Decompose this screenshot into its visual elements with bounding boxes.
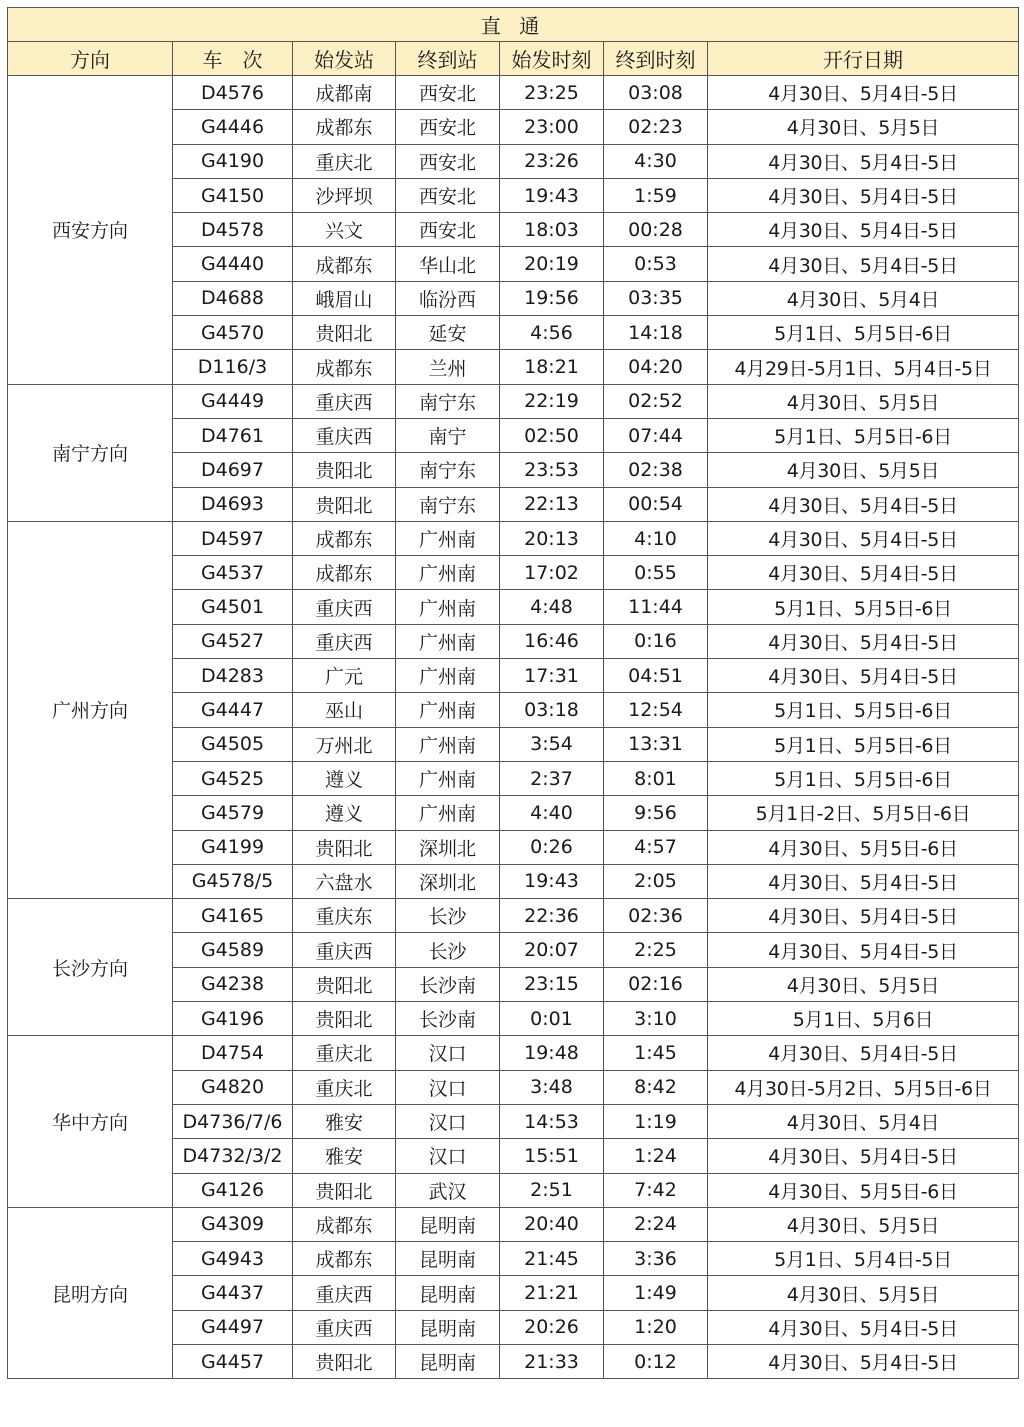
departure-time-cell: 23:25: [500, 76, 604, 110]
train-number-cell: G4527: [173, 624, 293, 658]
header-train-number: 车 次: [173, 42, 293, 76]
terminal-station-cell: 长沙南: [396, 967, 500, 1001]
terminal-station-cell: 南宁: [396, 418, 500, 452]
departure-time-cell: 19:48: [500, 1036, 604, 1070]
terminal-station-cell: 西安北: [396, 213, 500, 247]
table-row: [8, 1207, 1019, 1241]
departure-time-cell: 23:26: [500, 144, 604, 178]
train-number-cell: D4736/7/6: [173, 1104, 293, 1138]
terminal-station-cell: 兰州: [396, 350, 500, 384]
departure-time-cell: 4:40: [500, 796, 604, 830]
arrival-time-cell: 00:54: [604, 487, 708, 521]
train-number-cell: D4732/3/2: [173, 1139, 293, 1173]
departure-time-cell: 21:21: [500, 1276, 604, 1310]
train-number-cell: G4238: [173, 967, 293, 1001]
direction-cell: 昆明方向: [8, 1207, 173, 1378]
header-arrival-time: 终到时刻: [604, 42, 708, 76]
departure-time-cell: 17:31: [500, 659, 604, 693]
train-number-cell: D4754: [173, 1036, 293, 1070]
origin-station-cell: 重庆西: [293, 933, 396, 967]
operating-dates-cell: 4月30日、5月5日: [708, 110, 1019, 144]
column-header-row: [8, 42, 1019, 76]
arrival-time-cell: 1:24: [604, 1139, 708, 1173]
train-number-cell: D4693: [173, 487, 293, 521]
arrival-time-cell: 1:20: [604, 1310, 708, 1344]
table-body: [8, 76, 1019, 1379]
origin-station-cell: 贵阳北: [293, 1002, 396, 1036]
origin-station-cell: 万州北: [293, 727, 396, 761]
terminal-station-cell: 南宁东: [396, 384, 500, 418]
arrival-time-cell: 14:18: [604, 316, 708, 350]
terminal-station-cell: 西安北: [396, 76, 500, 110]
departure-time-cell: 19:43: [500, 864, 604, 898]
terminal-station-cell: 武汉: [396, 1173, 500, 1207]
operating-dates-cell: 4月30日、5月4日-5日: [708, 521, 1019, 555]
terminal-station-cell: 汉口: [396, 1139, 500, 1173]
arrival-time-cell: 4:57: [604, 830, 708, 864]
operating-dates-cell: 4月30日、5月4日-5日: [708, 76, 1019, 110]
departure-time-cell: 16:46: [500, 624, 604, 658]
origin-station-cell: 遵义: [293, 796, 396, 830]
departure-time-cell: 0:01: [500, 1002, 604, 1036]
arrival-time-cell: 2:24: [604, 1207, 708, 1241]
origin-station-cell: 重庆北: [293, 144, 396, 178]
arrival-time-cell: 7:42: [604, 1173, 708, 1207]
terminal-station-cell: 广州南: [396, 556, 500, 590]
train-number-cell: D116/3: [173, 350, 293, 384]
operating-dates-cell: 4月30日、5月4日-5日: [708, 213, 1019, 247]
origin-station-cell: 遵义: [293, 761, 396, 795]
operating-dates-cell: 4月30日、5月5日: [708, 453, 1019, 487]
departure-time-cell: 14:53: [500, 1104, 604, 1138]
terminal-station-cell: 昆明南: [396, 1207, 500, 1241]
header-operating-dates: 开行日期: [708, 42, 1019, 76]
arrival-time-cell: 0:12: [604, 1344, 708, 1378]
departure-time-cell: 15:51: [500, 1139, 604, 1173]
arrival-time-cell: 03:08: [604, 76, 708, 110]
train-number-cell: G4579: [173, 796, 293, 830]
header-direction: 方向: [8, 42, 173, 76]
train-number-cell: D4688: [173, 281, 293, 315]
train-number-cell: D4578: [173, 213, 293, 247]
operating-dates-cell: 4月30日、5月5日-6日: [708, 830, 1019, 864]
operating-dates-cell: 4月30日、5月4日-5日: [708, 864, 1019, 898]
direction-cell: 西安方向: [8, 76, 173, 385]
train-number-cell: G4437: [173, 1276, 293, 1310]
departure-time-cell: 20:13: [500, 521, 604, 555]
arrival-time-cell: 2:25: [604, 933, 708, 967]
departure-time-cell: 3:54: [500, 727, 604, 761]
operating-dates-cell: 4月30日、5月4日: [708, 1104, 1019, 1138]
operating-dates-cell: 5月1日、5月5日-6日: [708, 727, 1019, 761]
terminal-station-cell: 西安北: [396, 110, 500, 144]
operating-dates-cell: 4月30日-5月2日、5月5日-6日: [708, 1070, 1019, 1104]
departure-time-cell: 22:36: [500, 899, 604, 933]
terminal-station-cell: 深圳北: [396, 864, 500, 898]
train-number-cell: D4697: [173, 453, 293, 487]
operating-dates-cell: 4月30日、5月4日-5日: [708, 933, 1019, 967]
origin-station-cell: 贵阳北: [293, 830, 396, 864]
arrival-time-cell: 02:38: [604, 453, 708, 487]
operating-dates-cell: 5月1日、5月5日-6日: [708, 418, 1019, 452]
operating-dates-cell: 5月1日、5月5日-6日: [708, 590, 1019, 624]
origin-station-cell: 成都南: [293, 76, 396, 110]
operating-dates-cell: 4月30日、5月5日: [708, 1276, 1019, 1310]
terminal-station-cell: 广州南: [396, 693, 500, 727]
train-number-cell: D4576: [173, 76, 293, 110]
origin-station-cell: 贵阳北: [293, 316, 396, 350]
operating-dates-cell: 5月1日、5月4日-5日: [708, 1242, 1019, 1276]
table-title: 直 通: [8, 8, 1019, 42]
train-number-cell: G4126: [173, 1173, 293, 1207]
origin-station-cell: 重庆西: [293, 1310, 396, 1344]
arrival-time-cell: 1:19: [604, 1104, 708, 1138]
terminal-station-cell: 南宁东: [396, 453, 500, 487]
departure-time-cell: 4:48: [500, 590, 604, 624]
arrival-time-cell: 12:54: [604, 693, 708, 727]
train-number-cell: D4761: [173, 418, 293, 452]
operating-dates-cell: 4月30日、5月4日: [708, 281, 1019, 315]
arrival-time-cell: 1:49: [604, 1276, 708, 1310]
departure-time-cell: 17:02: [500, 556, 604, 590]
table-row: [8, 899, 1019, 933]
origin-station-cell: 重庆西: [293, 1276, 396, 1310]
origin-station-cell: 贵阳北: [293, 1344, 396, 1378]
train-number-cell: G4578/5: [173, 864, 293, 898]
origin-station-cell: 成都东: [293, 1207, 396, 1241]
table-row: [8, 384, 1019, 418]
terminal-station-cell: 西安北: [396, 144, 500, 178]
terminal-station-cell: 南宁东: [396, 487, 500, 521]
origin-station-cell: 重庆东: [293, 899, 396, 933]
origin-station-cell: 雅安: [293, 1139, 396, 1173]
terminal-station-cell: 昆明南: [396, 1344, 500, 1378]
operating-dates-cell: 4月30日、5月5日: [708, 1207, 1019, 1241]
direction-cell: 长沙方向: [8, 899, 173, 1036]
terminal-station-cell: 长沙: [396, 899, 500, 933]
arrival-time-cell: 02:16: [604, 967, 708, 1001]
terminal-station-cell: 汉口: [396, 1070, 500, 1104]
departure-time-cell: 03:18: [500, 693, 604, 727]
departure-time-cell: 18:03: [500, 213, 604, 247]
origin-station-cell: 成都东: [293, 521, 396, 555]
origin-station-cell: 峨眉山: [293, 281, 396, 315]
operating-dates-cell: 5月1日、5月5日-6日: [708, 693, 1019, 727]
operating-dates-cell: 4月30日、5月5日: [708, 384, 1019, 418]
table-row: [8, 1036, 1019, 1070]
origin-station-cell: 成都东: [293, 247, 396, 281]
arrival-time-cell: 11:44: [604, 590, 708, 624]
train-number-cell: G4505: [173, 727, 293, 761]
departure-time-cell: 20:19: [500, 247, 604, 281]
train-number-cell: G4820: [173, 1070, 293, 1104]
direct-train-table: [7, 7, 1019, 1379]
arrival-time-cell: 3:10: [604, 1002, 708, 1036]
operating-dates-cell: 4月30日、5月4日-5日: [708, 178, 1019, 212]
train-number-cell: G4501: [173, 590, 293, 624]
departure-time-cell: 19:43: [500, 178, 604, 212]
train-number-cell: G4190: [173, 144, 293, 178]
departure-time-cell: 23:00: [500, 110, 604, 144]
arrival-time-cell: 3:36: [604, 1242, 708, 1276]
direction-cell: 华中方向: [8, 1036, 173, 1207]
arrival-time-cell: 03:35: [604, 281, 708, 315]
table-row: [8, 521, 1019, 555]
train-number-cell: G4446: [173, 110, 293, 144]
origin-station-cell: 重庆西: [293, 418, 396, 452]
arrival-time-cell: 07:44: [604, 418, 708, 452]
departure-time-cell: 23:15: [500, 967, 604, 1001]
operating-dates-cell: 4月30日、5月4日-5日: [708, 487, 1019, 521]
departure-time-cell: 2:37: [500, 761, 604, 795]
origin-station-cell: 成都东: [293, 556, 396, 590]
arrival-time-cell: 0:53: [604, 247, 708, 281]
terminal-station-cell: 长沙南: [396, 1002, 500, 1036]
operating-dates-cell: 4月30日、5月4日-5日: [708, 556, 1019, 590]
arrival-time-cell: 1:59: [604, 178, 708, 212]
origin-station-cell: 重庆西: [293, 384, 396, 418]
operating-dates-cell: 5月1日、5月5日-6日: [708, 761, 1019, 795]
train-number-cell: G4497: [173, 1310, 293, 1344]
departure-time-cell: 0:26: [500, 830, 604, 864]
terminal-station-cell: 广州南: [396, 761, 500, 795]
departure-time-cell: 2:51: [500, 1173, 604, 1207]
operating-dates-cell: 4月30日、5月4日-5日: [708, 1036, 1019, 1070]
table-title-row: [8, 8, 1019, 42]
departure-time-cell: 23:53: [500, 453, 604, 487]
operating-dates-cell: 4月30日、5月5日-6日: [708, 1173, 1019, 1207]
terminal-station-cell: 广州南: [396, 590, 500, 624]
origin-station-cell: 兴文: [293, 213, 396, 247]
operating-dates-cell: 4月30日、5月4日-5日: [708, 1139, 1019, 1173]
departure-time-cell: 3:48: [500, 1070, 604, 1104]
arrival-time-cell: 0:16: [604, 624, 708, 658]
operating-dates-cell: 4月30日、5月4日-5日: [708, 144, 1019, 178]
operating-dates-cell: 4月30日、5月4日-5日: [708, 659, 1019, 693]
header-departure-time: 始发时刻: [500, 42, 604, 76]
operating-dates-cell: 4月30日、5月4日-5日: [708, 899, 1019, 933]
origin-station-cell: 六盘水: [293, 864, 396, 898]
train-number-cell: G4199: [173, 830, 293, 864]
arrival-time-cell: 4:10: [604, 521, 708, 555]
train-number-cell: G4537: [173, 556, 293, 590]
terminal-station-cell: 长沙: [396, 933, 500, 967]
origin-station-cell: 巫山: [293, 693, 396, 727]
origin-station-cell: 雅安: [293, 1104, 396, 1138]
arrival-time-cell: 4:30: [604, 144, 708, 178]
train-number-cell: D4597: [173, 521, 293, 555]
train-number-cell: G4309: [173, 1207, 293, 1241]
origin-station-cell: 贵阳北: [293, 453, 396, 487]
train-number-cell: G4196: [173, 1002, 293, 1036]
terminal-station-cell: 昆明南: [396, 1242, 500, 1276]
arrival-time-cell: 02:52: [604, 384, 708, 418]
operating-dates-cell: 5月1日、5月5日-6日: [708, 316, 1019, 350]
departure-time-cell: 18:21: [500, 350, 604, 384]
train-number-cell: G4440: [173, 247, 293, 281]
train-number-cell: G4525: [173, 761, 293, 795]
arrival-time-cell: 02:36: [604, 899, 708, 933]
operating-dates-cell: 5月1日-2日、5月5日-6日: [708, 796, 1019, 830]
terminal-station-cell: 华山北: [396, 247, 500, 281]
header-origin-station: 始发站: [293, 42, 396, 76]
terminal-station-cell: 临汾西: [396, 281, 500, 315]
departure-time-cell: 20:26: [500, 1310, 604, 1344]
operating-dates-cell: 4月30日、5月5日: [708, 967, 1019, 1001]
origin-station-cell: 贵阳北: [293, 1173, 396, 1207]
arrival-time-cell: 04:20: [604, 350, 708, 384]
arrival-time-cell: 04:51: [604, 659, 708, 693]
train-number-cell: G4449: [173, 384, 293, 418]
departure-time-cell: 21:45: [500, 1242, 604, 1276]
terminal-station-cell: 昆明南: [396, 1310, 500, 1344]
direction-cell: 广州方向: [8, 521, 173, 898]
arrival-time-cell: 9:56: [604, 796, 708, 830]
operating-dates-cell: 4月30日、5月4日-5日: [708, 247, 1019, 281]
arrival-time-cell: 2:05: [604, 864, 708, 898]
terminal-station-cell: 汉口: [396, 1036, 500, 1070]
arrival-time-cell: 1:45: [604, 1036, 708, 1070]
arrival-time-cell: 0:55: [604, 556, 708, 590]
origin-station-cell: 沙坪坝: [293, 178, 396, 212]
terminal-station-cell: 昆明南: [396, 1276, 500, 1310]
departure-time-cell: 21:33: [500, 1344, 604, 1378]
origin-station-cell: 重庆北: [293, 1036, 396, 1070]
terminal-station-cell: 汉口: [396, 1104, 500, 1138]
terminal-station-cell: 广州南: [396, 727, 500, 761]
origin-station-cell: 重庆西: [293, 624, 396, 658]
departure-time-cell: 22:13: [500, 487, 604, 521]
origin-station-cell: 贵阳北: [293, 487, 396, 521]
train-number-cell: G4570: [173, 316, 293, 350]
terminal-station-cell: 延安: [396, 316, 500, 350]
operating-dates-cell: 4月30日、5月4日-5日: [708, 1344, 1019, 1378]
terminal-station-cell: 西安北: [396, 178, 500, 212]
terminal-station-cell: 广州南: [396, 796, 500, 830]
terminal-station-cell: 广州南: [396, 521, 500, 555]
operating-dates-cell: 4月29日-5月1日、5月4日-5日: [708, 350, 1019, 384]
terminal-station-cell: 深圳北: [396, 830, 500, 864]
arrival-time-cell: 8:42: [604, 1070, 708, 1104]
departure-time-cell: 20:07: [500, 933, 604, 967]
arrival-time-cell: 13:31: [604, 727, 708, 761]
origin-station-cell: 广元: [293, 659, 396, 693]
origin-station-cell: 成都东: [293, 1242, 396, 1276]
header-terminal-station: 终到站: [396, 42, 500, 76]
terminal-station-cell: 广州南: [396, 624, 500, 658]
origin-station-cell: 成都东: [293, 110, 396, 144]
arrival-time-cell: 02:23: [604, 110, 708, 144]
origin-station-cell: 成都东: [293, 350, 396, 384]
departure-time-cell: 02:50: [500, 418, 604, 452]
table-row: [8, 76, 1019, 110]
direction-cell: 南宁方向: [8, 384, 173, 521]
train-number-cell: G4165: [173, 899, 293, 933]
terminal-station-cell: 广州南: [396, 659, 500, 693]
arrival-time-cell: 8:01: [604, 761, 708, 795]
train-number-cell: D4283: [173, 659, 293, 693]
departure-time-cell: 19:56: [500, 281, 604, 315]
train-number-cell: G4150: [173, 178, 293, 212]
train-number-cell: G4457: [173, 1344, 293, 1378]
departure-time-cell: 20:40: [500, 1207, 604, 1241]
departure-time-cell: 22:19: [500, 384, 604, 418]
origin-station-cell: 重庆北: [293, 1070, 396, 1104]
origin-station-cell: 贵阳北: [293, 967, 396, 1001]
train-number-cell: G4589: [173, 933, 293, 967]
operating-dates-cell: 5月1日、5月6日: [708, 1002, 1019, 1036]
origin-station-cell: 重庆西: [293, 590, 396, 624]
train-number-cell: G4943: [173, 1242, 293, 1276]
departure-time-cell: 4:56: [500, 316, 604, 350]
operating-dates-cell: 4月30日、5月4日-5日: [708, 624, 1019, 658]
timetable-container: [7, 7, 1018, 1379]
train-number-cell: G4447: [173, 693, 293, 727]
arrival-time-cell: 00:28: [604, 213, 708, 247]
operating-dates-cell: 4月30日、5月4日-5日: [708, 1310, 1019, 1344]
